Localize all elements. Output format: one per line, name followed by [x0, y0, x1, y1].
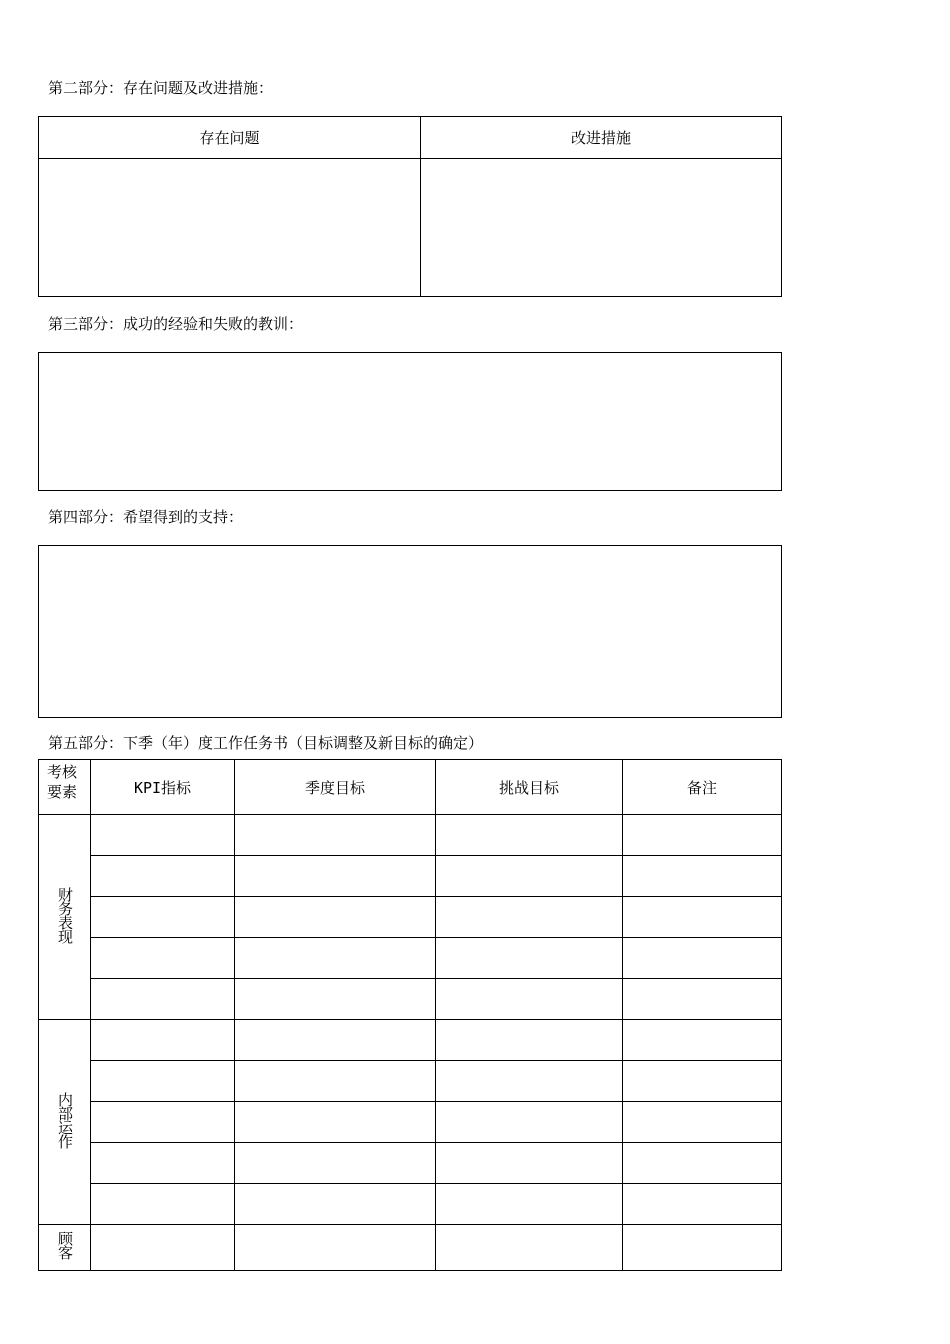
category-customer-label: 顾客 — [56, 1231, 74, 1259]
table-cell[interactable] — [623, 979, 782, 1020]
table-cell[interactable] — [91, 1061, 235, 1102]
table-cell[interactable] — [623, 1061, 782, 1102]
table-cell[interactable] — [436, 1225, 623, 1271]
table-cell[interactable] — [235, 856, 436, 897]
table-cell[interactable] — [235, 1143, 436, 1184]
problems-table — [38, 116, 782, 297]
table-cell[interactable] — [235, 1020, 436, 1061]
support-box[interactable] — [38, 545, 782, 718]
table-cell[interactable] — [91, 1143, 235, 1184]
table-cell[interactable] — [436, 1102, 623, 1143]
table-cell[interactable] — [436, 897, 623, 938]
table-cell[interactable] — [623, 1184, 782, 1225]
col-header-challenge-target: 挑战目标 — [436, 760, 623, 815]
table-cell[interactable] — [623, 1020, 782, 1061]
table-cell[interactable] — [91, 1184, 235, 1225]
table-cell[interactable] — [91, 979, 235, 1020]
table-cell[interactable] — [91, 1020, 235, 1061]
table-cell[interactable] — [235, 815, 436, 856]
table-cell[interactable] — [235, 938, 436, 979]
part4-heading: 第四部分：希望得到的支持： — [48, 508, 244, 526]
table-cell[interactable] — [436, 979, 623, 1020]
table-cell[interactable] — [436, 1143, 623, 1184]
table-cell[interactable] — [623, 1143, 782, 1184]
col-header-kpi: KPI指标 — [91, 760, 235, 815]
table-cell[interactable] — [235, 1061, 436, 1102]
category-finance — [39, 815, 91, 1020]
table-cell[interactable] — [235, 897, 436, 938]
experience-box[interactable] — [38, 352, 782, 491]
table-cell[interactable] — [623, 897, 782, 938]
col-header-quarter-target: 季度目标 — [235, 760, 436, 815]
table-cell[interactable] — [436, 1184, 623, 1225]
table-cell[interactable] — [436, 1020, 623, 1061]
part2-heading: 第二部分：存在问题及改进措施： — [48, 79, 274, 97]
table-cell[interactable] — [436, 1061, 623, 1102]
table-cell[interactable] — [91, 897, 235, 938]
col-header-remarks: 备注 — [623, 760, 782, 815]
col-header-problem: 存在问题 — [39, 117, 421, 159]
problem-cell[interactable] — [39, 159, 421, 297]
task-table — [38, 759, 782, 1271]
table-cell[interactable] — [623, 815, 782, 856]
part3-heading: 第三部分：成功的经验和失败的教训： — [48, 315, 304, 333]
table-cell[interactable] — [436, 856, 623, 897]
part5-heading: 第五部分：下季（年）度工作任务书（目标调整及新目标的确定） — [48, 734, 484, 752]
col-header-element: 考核要素 — [39, 760, 91, 815]
table-cell[interactable] — [436, 938, 623, 979]
measure-cell[interactable] — [421, 159, 782, 297]
table-cell[interactable] — [235, 1225, 436, 1271]
table-cell[interactable] — [235, 1184, 436, 1225]
category-internal-label: 内部运作 — [56, 1092, 74, 1148]
table-cell[interactable] — [91, 815, 235, 856]
table-cell[interactable] — [235, 979, 436, 1020]
table-cell[interactable] — [91, 856, 235, 897]
table-cell[interactable] — [623, 856, 782, 897]
table-cell[interactable] — [436, 815, 623, 856]
table-cell[interactable] — [235, 1102, 436, 1143]
table-cell[interactable] — [623, 1102, 782, 1143]
table-cell[interactable] — [91, 938, 235, 979]
category-finance-label: 财务表现 — [56, 887, 74, 943]
category-internal — [39, 1020, 91, 1225]
table-cell[interactable] — [623, 938, 782, 979]
table-cell[interactable] — [91, 1225, 235, 1271]
table-cell[interactable] — [623, 1225, 782, 1271]
category-customer — [39, 1225, 91, 1271]
table-cell[interactable] — [91, 1102, 235, 1143]
col-header-measure: 改进措施 — [421, 117, 782, 159]
